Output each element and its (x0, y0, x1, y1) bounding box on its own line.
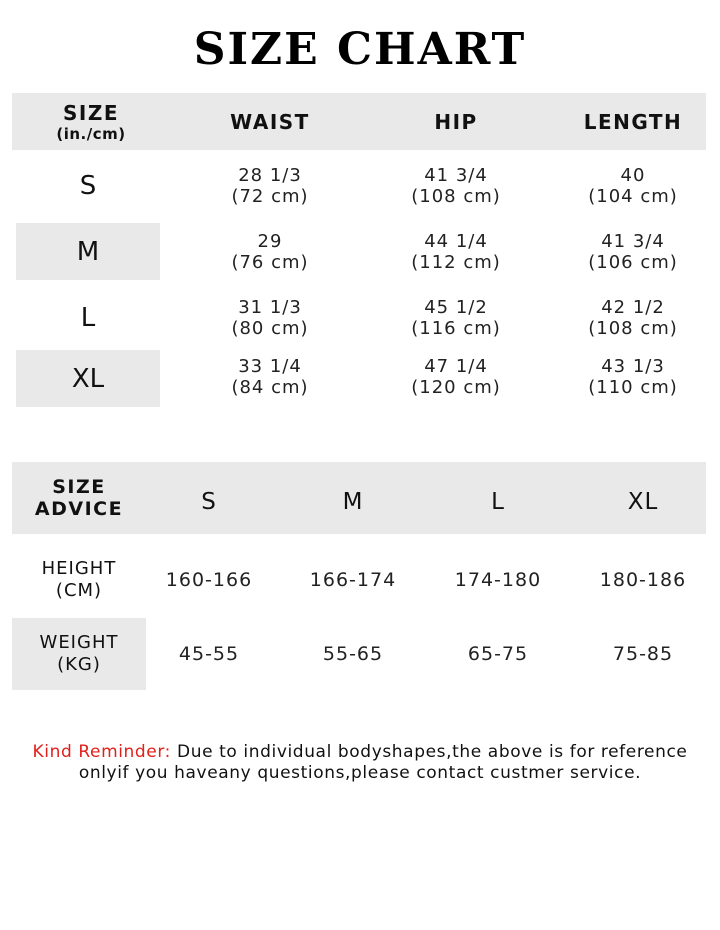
advice-header-l (439, 462, 557, 542)
height-label-line2: (CM) (55, 580, 103, 601)
weight-xl: 75-85 (612, 643, 674, 665)
advice-header-s (150, 462, 268, 542)
height-value (584, 544, 702, 616)
waist-cm: (72 cm) (231, 185, 309, 207)
length-in: 40 (620, 164, 646, 186)
header-size-label: SIZE (62, 100, 119, 125)
waist-cm: (80 cm) (231, 317, 309, 339)
height-label-line1: HEIGHT (41, 558, 117, 579)
length-cell (553, 289, 713, 346)
page-title: SIZE CHART (193, 24, 527, 75)
height-label (12, 544, 146, 616)
length-in: 43 1/3 (601, 355, 665, 377)
size-s: S (79, 170, 97, 201)
size-l: L (80, 302, 96, 333)
hip-cell (376, 223, 536, 280)
hip-cm: (116 cm) (411, 317, 501, 339)
advice-size-xl: XL (627, 489, 659, 515)
advice-size-l: L (491, 489, 505, 515)
weight-value (150, 618, 268, 690)
weight-l: 65-75 (467, 643, 529, 665)
reminder-text1: Due to individual bodyshapes,the above is for reference (171, 742, 688, 762)
header-size-unit: (in./cm) (56, 124, 126, 143)
waist-cm: (84 cm) (231, 376, 309, 398)
header-size (16, 93, 166, 150)
height-value (150, 544, 268, 616)
height-l: 174-180 (454, 569, 542, 591)
row-size-label (16, 350, 160, 407)
size-advice-line1: SIZE (52, 476, 106, 498)
advice-header-xl (584, 462, 702, 542)
weight-s: 45-55 (178, 643, 240, 665)
reminder-line2: onlyif you haveany questions,please contact custmer service. (78, 763, 642, 783)
hip-in: 41 3/4 (424, 164, 488, 186)
reminder-label: Kind Reminder: (32, 742, 171, 762)
reminder-line1 (20, 742, 700, 763)
header-hip (376, 93, 536, 150)
hip-cell (376, 289, 536, 346)
header-length-label: LENGTH (583, 109, 683, 134)
hip-cell (376, 157, 536, 214)
height-value (294, 544, 412, 616)
kind-reminder (20, 742, 700, 784)
hip-in: 45 1/2 (424, 296, 488, 318)
weight-label-line1: WEIGHT (39, 632, 119, 653)
waist-in: 29 (257, 230, 283, 252)
waist-in: 31 1/3 (238, 296, 302, 318)
height-s: 160-166 (165, 569, 253, 591)
advice-size-m: M (342, 489, 364, 515)
height-m: 166-174 (309, 569, 397, 591)
waist-cm: (76 cm) (231, 251, 309, 273)
length-cell (553, 223, 713, 280)
row-size-label (16, 289, 160, 346)
advice-header-m (294, 462, 412, 542)
hip-cm: (108 cm) (411, 185, 501, 207)
hip-cm: (120 cm) (411, 376, 501, 398)
hip-in: 47 1/4 (424, 355, 488, 377)
weight-value (294, 618, 412, 690)
header-waist (190, 93, 350, 150)
height-xl: 180-186 (599, 569, 687, 591)
weight-m: 55-65 (322, 643, 384, 665)
header-waist-label: WAIST (230, 109, 310, 134)
waist-cell (190, 348, 350, 405)
header-length (553, 93, 713, 150)
length-in: 42 1/2 (601, 296, 665, 318)
length-cell (553, 157, 713, 214)
length-cell (553, 348, 713, 405)
size-m: M (76, 236, 100, 267)
weight-value (584, 618, 702, 690)
weight-value (439, 618, 557, 690)
waist-in: 33 1/4 (238, 355, 302, 377)
length-cm: (108 cm) (588, 317, 678, 339)
length-cm: (110 cm) (588, 376, 678, 398)
hip-cm: (112 cm) (411, 251, 501, 273)
size-xl: XL (71, 363, 105, 394)
length-cm: (104 cm) (588, 185, 678, 207)
length-in: 41 3/4 (601, 230, 665, 252)
header-hip-label: HIP (434, 109, 478, 134)
length-cm: (106 cm) (588, 251, 678, 273)
row-size-label (16, 223, 160, 280)
waist-in: 28 1/3 (238, 164, 302, 186)
hip-cell (376, 348, 536, 405)
hip-in: 44 1/4 (424, 230, 488, 252)
waist-cell (190, 157, 350, 214)
weight-label (12, 618, 146, 690)
waist-cell (190, 289, 350, 346)
advice-size-s: S (201, 489, 217, 515)
size-advice-line2: ADVICE (34, 498, 124, 520)
header-size-advice (12, 462, 146, 534)
height-value (439, 544, 557, 616)
waist-cell (190, 223, 350, 280)
weight-label-line2: (KG) (57, 654, 101, 675)
row-size-label (16, 157, 160, 214)
